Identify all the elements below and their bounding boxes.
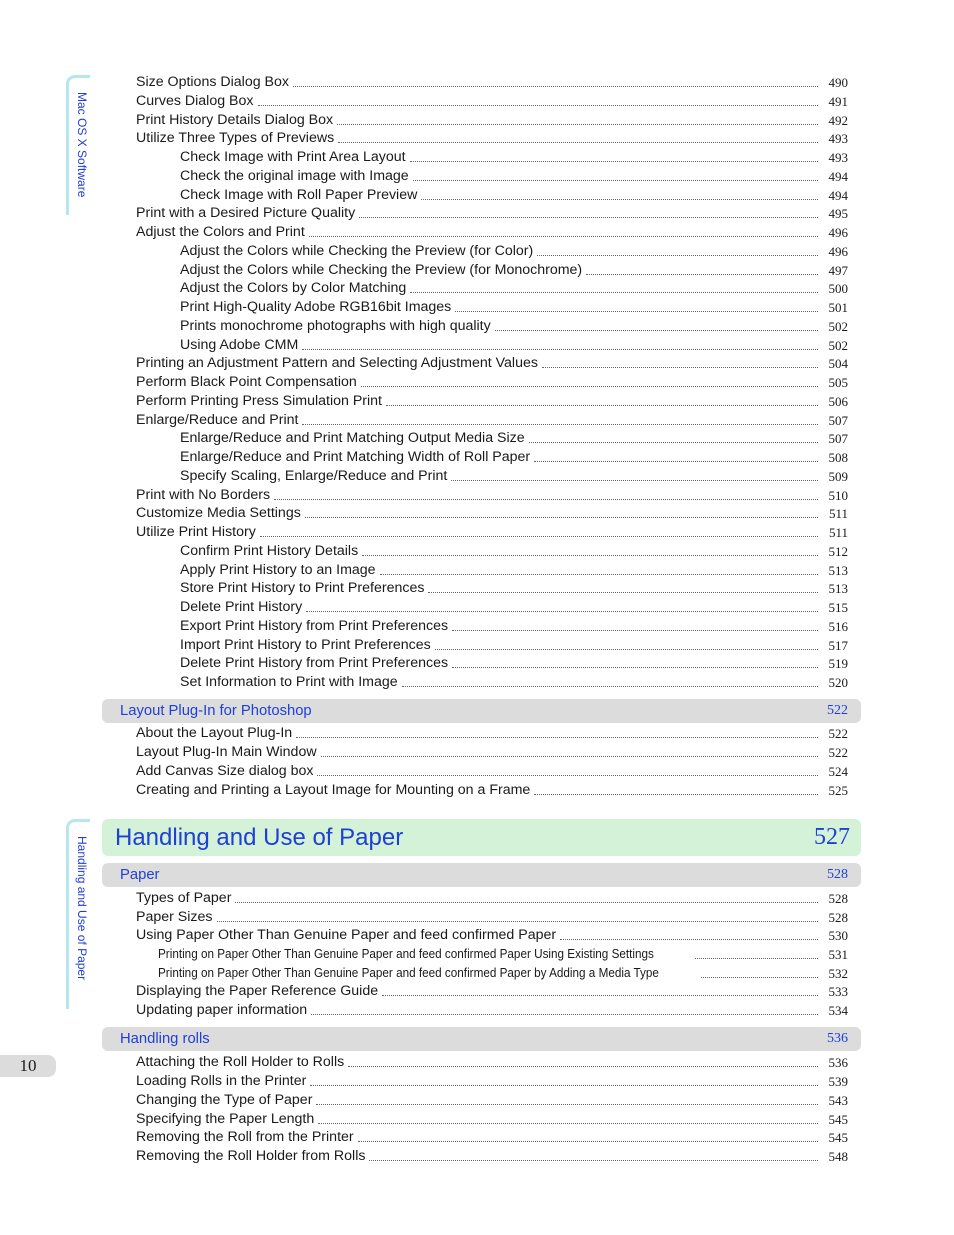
toc-entry-page: 509 — [828, 468, 848, 484]
toc-entry-title: Loading Rolls in the Printer — [136, 1072, 307, 1089]
toc-entry-page: 510 — [828, 487, 848, 503]
toc-entry[interactable] — [180, 261, 848, 280]
toc-entry-page: 519 — [828, 656, 848, 672]
toc-entry[interactable] — [136, 392, 848, 411]
section-page: 528 — [827, 867, 848, 882]
dot-leader — [309, 235, 818, 237]
toc-entry-page: 516 — [828, 618, 848, 634]
toc-entry-page: 524 — [828, 763, 848, 779]
toc-entry-title: Size Options Dialog Box — [136, 74, 289, 90]
toc-entry-page: 543 — [828, 1092, 848, 1108]
dot-leader — [382, 994, 818, 996]
toc-entry-page: 504 — [828, 356, 848, 372]
toc-entry[interactable] — [158, 945, 848, 964]
toc-entry-title: Updating paper information — [136, 1001, 308, 1018]
section-title: Paper — [120, 867, 160, 883]
dot-leader — [421, 198, 818, 200]
dot-leader — [701, 976, 818, 978]
toc-entry[interactable] — [180, 542, 848, 561]
dot-leader — [310, 1084, 818, 1086]
dot-leader — [695, 957, 818, 959]
toc-entry[interactable] — [180, 598, 848, 617]
toc-entry-title: Specify Scaling, Enlarge/Reduce and Print — [180, 467, 448, 484]
toc-entry-page: 496 — [828, 243, 848, 259]
toc-entry[interactable] — [180, 636, 848, 655]
dot-leader — [318, 1122, 818, 1124]
toc-entry-title: Delete Print History from Print Preferences — [180, 655, 449, 672]
toc-entry[interactable] — [180, 579, 848, 598]
page-number: 10 — [0, 1055, 56, 1077]
toc-entry-title: Perform Printing Press Simulation Print — [136, 392, 383, 409]
toc-entry-page: 513 — [828, 562, 848, 578]
toc-entry-title: Adjust the Colors while Checking the Preview (for Monochrome) — [180, 261, 583, 278]
toc-entry-page: 511 — [828, 506, 848, 522]
toc-entry-title: Using Paper Other Than Genuine Paper and feed confirmed Paper — [136, 927, 557, 944]
toc-entry-title: Print History Details Dialog Box — [136, 111, 334, 128]
toc-entry-page: 532 — [828, 965, 848, 981]
toc-entry-title: Curves Dialog Box — [136, 92, 254, 109]
dot-leader — [260, 535, 818, 537]
toc-entry-title: Using Adobe CMM — [180, 336, 299, 353]
toc-entry[interactable] — [136, 1110, 848, 1129]
toc-entry-title: Print with No Borders — [136, 486, 271, 503]
dot-leader — [542, 366, 818, 368]
toc-entry-title: Add Canvas Size dialog box — [136, 762, 314, 779]
toc-entry[interactable] — [136, 111, 848, 130]
dot-leader — [534, 793, 818, 795]
dot-leader — [413, 179, 818, 181]
dot-leader — [452, 629, 818, 631]
toc-entry-page: 508 — [828, 450, 848, 465]
dot-leader — [317, 774, 818, 776]
dot-leader — [452, 666, 818, 668]
toc-entry[interactable] — [136, 73, 848, 92]
toc-entry-title: Removing the Roll Holder from Rolls — [136, 1148, 366, 1165]
toc-entry[interactable] — [136, 926, 848, 945]
toc-entry-title: Adjust the Colors and Print — [136, 224, 305, 240]
toc-entry[interactable] — [136, 1128, 848, 1147]
toc-entry-page: 501 — [828, 300, 848, 315]
dot-leader — [296, 736, 818, 738]
toc-entry[interactable] — [180, 167, 848, 186]
toc-entry-title: Displaying the Paper Reference Guide — [136, 983, 379, 1000]
toc-entry-title: Specifying the Paper Length — [136, 1110, 315, 1127]
toc-entry-title: Delete Print History — [180, 599, 303, 615]
toc-entry-title: Attaching the Roll Holder to Rolls — [136, 1054, 345, 1070]
section-page: 522 — [827, 703, 848, 718]
toc-entry-page: 507 — [828, 431, 848, 447]
section-paper[interactable] — [102, 863, 861, 887]
dot-leader — [410, 291, 818, 293]
toc-entry[interactable] — [136, 411, 848, 430]
toc-entry-title: Export Print History from Print Preferences — [180, 617, 449, 634]
toc-entry-page: 548 — [828, 1149, 848, 1165]
toc-entry-page: 507 — [828, 412, 848, 428]
dot-leader — [293, 85, 818, 87]
toc-entry-title: Utilize Print History — [136, 524, 256, 540]
toc-entry-title: Removing the Roll from the Printer — [136, 1129, 354, 1146]
toc-entry[interactable] — [180, 279, 848, 298]
toc-entry-title: Enlarge/Reduce and Print Matching Output Media Size — [180, 430, 525, 447]
toc-entry[interactable] — [180, 186, 848, 205]
toc-entry-page: 530 — [828, 928, 848, 944]
dot-leader — [302, 348, 818, 350]
toc-entry-title: Adjust the Colors by Color Matching — [180, 280, 407, 297]
dot-leader — [435, 648, 818, 650]
side-tab-label: Mac OS X Software — [75, 92, 89, 198]
toc-entry-page: 496 — [828, 225, 848, 240]
toc-entry[interactable] — [136, 982, 848, 1001]
toc-entry[interactable] — [180, 617, 848, 636]
toc-entry[interactable] — [180, 148, 848, 167]
toc-entry[interactable] — [136, 504, 848, 523]
dot-leader — [586, 273, 818, 275]
toc-entry-page: 494 — [828, 187, 848, 203]
dot-leader — [274, 498, 818, 500]
chapter-page: 527 — [814, 824, 850, 850]
toc-entry-page: 520 — [828, 675, 848, 690]
dot-leader — [534, 460, 818, 462]
toc-entry[interactable] — [136, 354, 848, 373]
dot-leader — [258, 104, 819, 106]
toc-entry-page: 545 — [828, 1130, 848, 1146]
dot-leader — [560, 938, 818, 940]
toc-entry-title: Layout Plug-In Main Window — [136, 743, 317, 760]
toc-entry[interactable] — [180, 429, 848, 448]
toc-entry-title: Paper Sizes — [136, 908, 213, 925]
toc-entry-title: Printing on Paper Other Than Genuine Paper and feed confirmed Paper by Adding a Media Type — [158, 965, 659, 980]
toc-entry[interactable] — [158, 964, 848, 983]
toc-entry[interactable] — [136, 889, 848, 908]
toc-entry[interactable] — [136, 743, 848, 762]
toc-entry-page: 502 — [828, 318, 848, 334]
dot-leader — [361, 385, 818, 387]
section-title: Handling rolls — [120, 1031, 210, 1047]
toc-entry[interactable] — [136, 223, 848, 242]
toc-entry-page: 533 — [828, 984, 848, 1000]
dot-leader — [410, 160, 818, 162]
toc-entry-page: 506 — [828, 393, 848, 409]
dot-leader — [428, 591, 818, 593]
section-page: 536 — [827, 1031, 848, 1046]
toc-entry[interactable] — [136, 781, 848, 800]
toc-entry-title: Print with a Desired Picture Quality — [136, 205, 356, 222]
dot-leader — [217, 920, 819, 922]
toc-entry-page: 490 — [828, 75, 848, 90]
toc-entry-page: 525 — [828, 782, 848, 798]
toc-entry-page: 522 — [828, 744, 848, 760]
toc-entry-title: Utilize Three Types of Previews — [136, 130, 335, 147]
toc-entry-title: Import Print History to Print Preferences — [180, 636, 431, 653]
toc-entry-title: Check Image with Roll Paper Preview — [180, 186, 418, 203]
toc-entry-title: Set Information to Print with Image — [180, 674, 398, 690]
toc-entry[interactable] — [180, 467, 848, 486]
toc-entry[interactable] — [136, 1053, 848, 1072]
dot-leader — [316, 1103, 818, 1105]
dot-leader — [386, 404, 818, 406]
toc-entry-page: 494 — [828, 168, 848, 184]
toc-entry-title: Changing the Type of Paper — [136, 1091, 313, 1108]
toc-entry[interactable] — [180, 654, 848, 673]
toc-entry-title: Enlarge/Reduce and Print Matching Width of Roll Paper — [180, 449, 531, 465]
dot-leader — [380, 573, 818, 575]
toc-entry[interactable] — [136, 908, 848, 927]
dot-leader — [338, 141, 818, 143]
toc-entry-title: Apply Print History to an Image — [180, 561, 376, 578]
toc-entry[interactable] — [136, 523, 848, 542]
toc-entry-title: Print High-Quality Adobe RGB16bit Images — [180, 299, 452, 315]
toc-entry-page: 515 — [828, 600, 848, 615]
toc-entry-page: 493 — [828, 131, 848, 147]
toc-entry-page: 500 — [828, 281, 848, 297]
toc-entry-page: 536 — [828, 1055, 848, 1070]
toc-entry-page: 534 — [828, 1002, 848, 1018]
toc-entry-page: 517 — [828, 637, 848, 653]
dot-leader — [369, 1159, 818, 1161]
dot-leader — [311, 1013, 818, 1015]
toc-entry[interactable] — [136, 373, 848, 392]
toc-entry-page: 493 — [828, 150, 848, 165]
toc-entry-title: Printing an Adjustment Pattern and Selecting Adjustment Values — [136, 355, 538, 372]
toc-entry-title: Adjust the Colors while Checking the Preview (for Color) — [180, 242, 534, 259]
dot-leader — [362, 554, 818, 556]
dot-leader — [359, 216, 818, 218]
toc-entry-page: 505 — [828, 375, 848, 390]
toc-entry-page: 511 — [828, 525, 848, 540]
toc-entry-page: 495 — [828, 206, 848, 222]
toc-entry[interactable] — [136, 204, 848, 223]
toc-entry[interactable] — [180, 298, 848, 317]
toc-entry[interactable] — [136, 92, 848, 111]
toc-entry-title: Store Print History to Print Preferences — [180, 580, 425, 597]
dot-leader — [302, 423, 818, 425]
toc-entry-page: 512 — [828, 543, 848, 559]
toc-entry-page: 528 — [828, 909, 848, 925]
dot-leader — [529, 441, 818, 443]
toc-entry[interactable] — [180, 561, 848, 580]
toc-entry-page: 522 — [828, 726, 848, 741]
toc-entry-page: 502 — [828, 337, 848, 353]
toc-entry-title: Perform Black Point Compensation — [136, 374, 357, 390]
toc-entry-title: Check the original image with Image — [180, 167, 409, 184]
section-handling-rolls[interactable] — [102, 1027, 861, 1051]
dot-leader — [495, 329, 818, 331]
toc-entry-title: Creating and Printing a Layout Image for Mounting on a Frame — [136, 781, 531, 798]
dot-leader — [358, 1140, 818, 1142]
toc-entry-title: Customize Media Settings — [136, 505, 301, 522]
side-tab-label: Handling and Use of Paper — [75, 836, 89, 981]
dot-leader — [451, 479, 818, 481]
toc-entry-page: 513 — [828, 581, 848, 597]
dot-leader — [348, 1065, 818, 1067]
toc-entry[interactable] — [136, 1001, 848, 1020]
toc-entry[interactable] — [180, 673, 848, 692]
toc-entry-page: 492 — [828, 112, 848, 128]
section-layout-plugin[interactable] — [102, 699, 861, 723]
toc-entry[interactable] — [136, 1091, 848, 1110]
toc-entry-page: 531 — [828, 946, 848, 962]
toc-entry-title: Check Image with Print Area Layout — [180, 149, 406, 165]
dot-leader — [455, 310, 818, 312]
toc-entry[interactable] — [180, 448, 848, 467]
dot-leader — [306, 610, 818, 612]
toc-entry[interactable] — [180, 336, 848, 355]
dot-leader — [537, 254, 818, 256]
dot-leader — [402, 685, 818, 687]
toc-entry[interactable] — [136, 129, 848, 148]
toc-entry-page: 491 — [828, 93, 848, 109]
toc-entry-title: Confirm Print History Details — [180, 542, 359, 559]
toc-entry[interactable] — [180, 242, 848, 261]
section-title: Layout Plug-In for Photoshop — [120, 703, 312, 719]
chapter-title: Handling and Use of Paper — [115, 823, 404, 851]
dot-leader — [305, 516, 818, 518]
toc-entry[interactable] — [136, 762, 848, 781]
toc-entry-title: Printing on Paper Other Than Genuine Paper and feed confirmed Paper Using Existing Settings — [158, 946, 654, 961]
dot-leader — [321, 755, 818, 757]
toc-entry[interactable] — [180, 317, 848, 336]
toc-entry-page: 528 — [828, 891, 848, 906]
dot-leader — [337, 123, 818, 125]
toc-entry[interactable] — [136, 724, 848, 743]
toc-entry[interactable] — [136, 1072, 848, 1091]
toc-entry-title: Prints monochrome photographs with high quality — [180, 317, 491, 334]
dot-leader — [235, 901, 818, 903]
toc-entry-page: 497 — [828, 262, 848, 278]
toc-entry-page: 545 — [828, 1111, 848, 1127]
toc-entry-title: Types of Paper — [136, 890, 232, 906]
chapter-header[interactable] — [102, 819, 861, 856]
toc-entry-title: About the Layout Plug-In — [136, 725, 293, 741]
toc-entry[interactable] — [136, 486, 848, 505]
toc-entry[interactable] — [136, 1147, 848, 1166]
toc-entry-page: 539 — [828, 1073, 848, 1089]
toc-entry-title: Enlarge/Reduce and Print — [136, 411, 299, 428]
